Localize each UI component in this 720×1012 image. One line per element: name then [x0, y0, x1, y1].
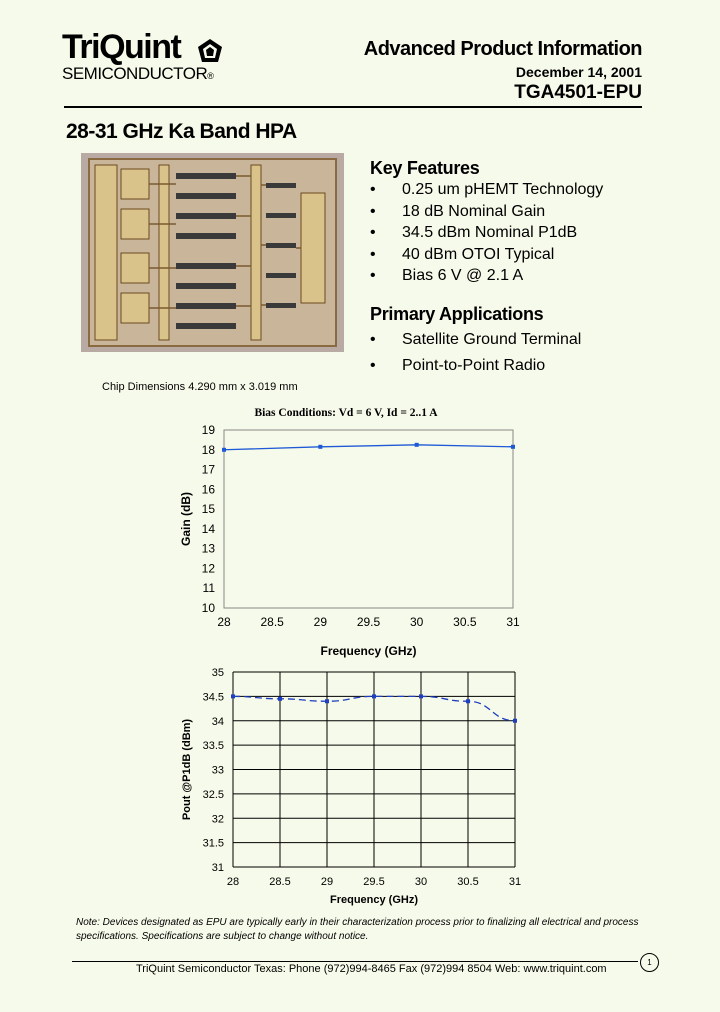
document-type: Advanced Product Information — [363, 38, 642, 60]
y-tick-label: 31 — [211, 862, 224, 874]
x-axis-label: Frequency (GHz) — [320, 644, 417, 658]
y-tick-label: 10 — [201, 601, 215, 615]
page-number: 1 — [640, 953, 659, 972]
plot-area — [224, 430, 513, 608]
list-item: • Satellite Ground Terminal — [370, 331, 582, 348]
data-point — [318, 445, 322, 449]
logo-wordmark: TriQuint — [62, 28, 181, 66]
y-tick-label: 14 — [201, 521, 215, 536]
x-tick-label: 29.5 — [363, 876, 385, 888]
document-date: December 14, 2001 — [515, 64, 642, 80]
x-tick-label: 30 — [414, 876, 428, 888]
data-point — [511, 445, 515, 449]
part-number: TGA4501-EPU — [514, 82, 642, 103]
series-line — [224, 445, 513, 450]
x-tick-label: 30 — [409, 615, 424, 629]
chart-title: Bias Conditions: Vd = 6 V, Id = 2..1 A — [254, 407, 438, 419]
footer-contact: TriQuint Semiconductor Texas: Phone (972)994-8465 Fax (972)994 8504 Web: www.triquint.com — [136, 963, 607, 975]
data-point — [278, 697, 282, 701]
y-axis-label: Pout @P1dB (dBm) — [181, 718, 193, 821]
y-tick-label: 34.5 — [202, 691, 224, 704]
key-features-title: Key Features — [370, 158, 480, 178]
y-tick-label: 18 — [201, 442, 215, 457]
list-item: • 18 dB Nominal Gain — [370, 202, 546, 220]
y-tick-label: 34 — [211, 715, 224, 728]
data-point — [419, 694, 423, 698]
x-tick-label: 29.5 — [356, 615, 381, 629]
list-item: • 40 dBm OTOI Typical — [370, 245, 555, 263]
x-tick-label: 29 — [313, 615, 328, 629]
y-tick-label: 31.5 — [202, 837, 224, 850]
y-tick-label: 35 — [211, 667, 224, 679]
x-tick-label: 30.5 — [453, 615, 477, 629]
data-point — [222, 448, 226, 452]
data-point — [513, 719, 517, 723]
epu-note: Note: Devices designated as EPU are typically early in their characterization process prior to finalizing all electrical and process specifications. Specifications are subject to change without notice. — [76, 917, 639, 942]
x-tick-label: 31 — [506, 615, 520, 629]
data-point — [231, 694, 235, 698]
y-tick-label: 33.5 — [202, 740, 224, 753]
y-tick-label: 11 — [202, 581, 215, 596]
product-title: 28-31 GHz Ka Band HPA — [66, 120, 297, 143]
primary-applications-title: Primary Applications — [370, 304, 544, 324]
y-tick-label: 13 — [201, 541, 215, 556]
y-tick-label: 32.5 — [202, 788, 224, 801]
x-tick-label: 28 — [217, 615, 231, 629]
x-tick-label: 28.5 — [260, 615, 284, 629]
data-point — [372, 694, 376, 698]
y-tick-label: 33 — [211, 764, 224, 777]
y-tick-label: 16 — [201, 482, 215, 497]
x-tick-label: 30.5 — [457, 876, 479, 888]
y-tick-label: 15 — [201, 502, 215, 517]
x-axis-label: Frequency (GHz) — [329, 894, 419, 906]
x-tick-label: 28 — [226, 876, 240, 888]
list-item: • Point-to-Point Radio — [370, 357, 546, 374]
y-axis-label: Gain (dB) — [179, 492, 193, 546]
footer-rule — [72, 961, 638, 962]
list-item: • 0.25 um pHEMT Technology — [370, 181, 604, 198]
data-point — [415, 443, 419, 447]
y-tick-label: 17 — [201, 462, 215, 477]
chip-dimensions: Chip Dimensions 4.290 mm x 3.019 mm — [102, 381, 298, 393]
x-tick-label: 28.5 — [269, 876, 291, 888]
y-tick-label: 12 — [201, 561, 215, 576]
logo-subtitle: SEMICONDUCTOR® — [62, 64, 214, 83]
list-item: • Bias 6 V @ 2.1 A — [370, 267, 524, 284]
data-point — [325, 699, 329, 703]
x-tick-label: 31 — [508, 876, 522, 888]
list-item: • 34.5 dBm Nominal P1dB — [370, 224, 578, 241]
y-tick-label: 32 — [211, 813, 224, 826]
y-tick-label: 19 — [201, 423, 215, 437]
x-tick-label: 29 — [320, 876, 334, 888]
data-point — [466, 699, 470, 703]
